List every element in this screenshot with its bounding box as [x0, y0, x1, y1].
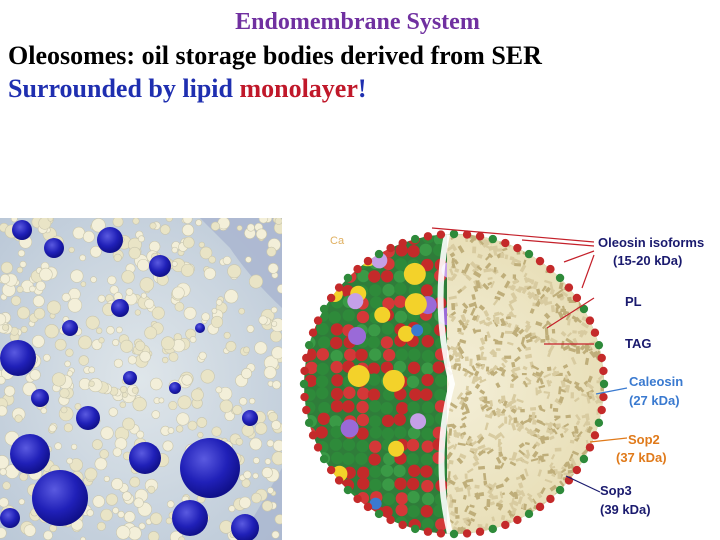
label-sop2-kda: (37 kDa) — [616, 450, 667, 465]
line2-part-lipid: Surrounded by lipid — [8, 74, 240, 103]
label-sop3: Sop3 — [600, 483, 632, 498]
micrograph-image — [0, 218, 282, 540]
line2-part-monolayer: monolayer — [239, 74, 358, 103]
label-oleosin: Oleosin isoforms — [598, 235, 705, 250]
oleosome-micrograph — [0, 218, 282, 540]
label-caleosin-kda: (27 kDa) — [629, 393, 680, 408]
oleosome-diagram-image — [282, 218, 720, 540]
label-sop2: Sop2 — [628, 432, 660, 447]
label-caleosin: Caleosin — [629, 374, 684, 389]
label-pl: PL — [625, 294, 642, 309]
diagram-ca-label: Ca — [330, 235, 345, 247]
subtitle-line-oleosomes: Oleosomes: oil storage bodies derived from SER — [8, 41, 542, 70]
label-tag: TAG — [625, 336, 652, 351]
label-oleosin-kda: (15-20 kDa) — [613, 253, 683, 268]
slide-title: Endomembrane System — [235, 9, 480, 35]
subtitle-line-monolayer — [8, 74, 367, 104]
oleosome-structure-diagram — [282, 218, 720, 540]
line2-exclamation: ! — [357, 74, 367, 103]
label-sop3-kda: (39 kDa) — [600, 502, 651, 517]
